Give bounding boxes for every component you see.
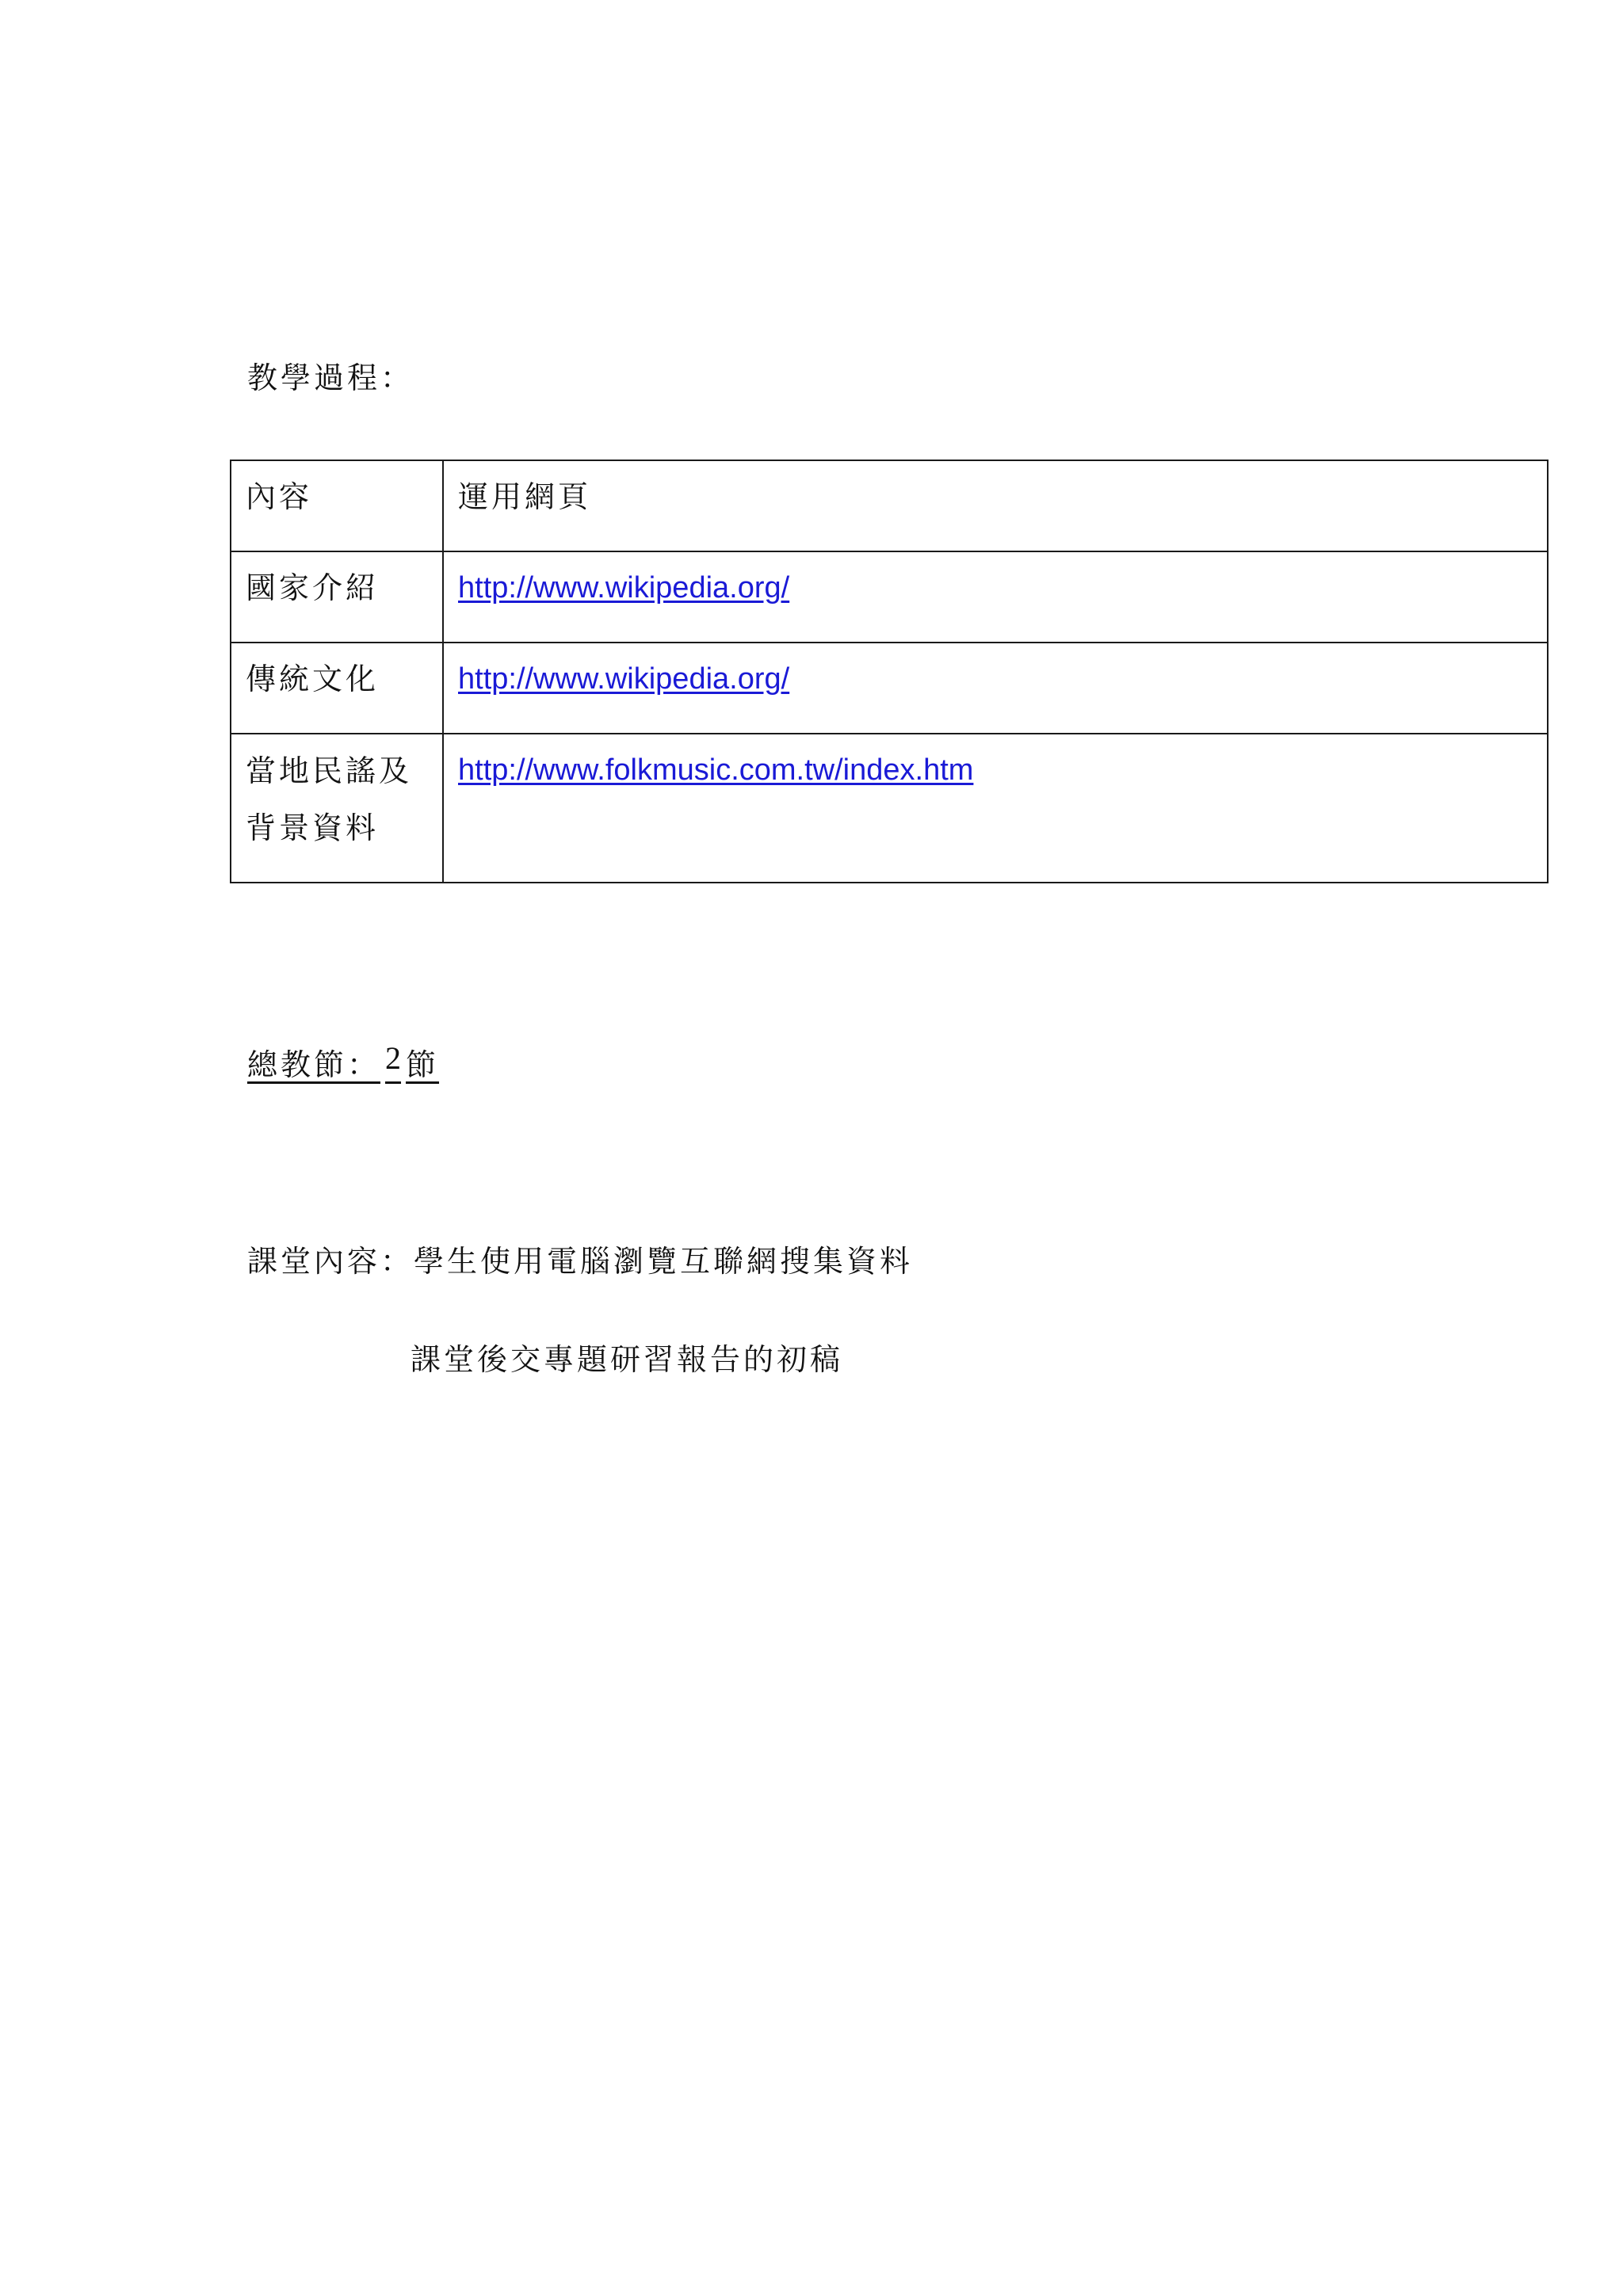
table-cell-topic: 傳統文化 <box>231 643 443 734</box>
sessions-count: 2 <box>385 1040 402 1076</box>
table-header-webpage: 運用網頁 <box>443 460 1548 551</box>
total-sessions <box>247 1040 440 1085</box>
table-cell-url <box>443 734 1548 883</box>
table-row <box>231 551 1548 643</box>
wikipedia-link[interactable]: http://www.wikipedia.org/ <box>458 662 790 696</box>
sessions-unit: 節 <box>406 1047 440 1082</box>
classroom-content-line-2: 課堂後交專題研習報告的初稿 <box>411 1342 844 1377</box>
folkmusic-link[interactable]: http://www.folkmusic.com.tw/index.htm <box>458 753 974 787</box>
section-heading: 教學過程： <box>247 360 414 395</box>
table-row <box>231 734 1548 883</box>
table-cell-url <box>443 551 1548 643</box>
table-cell-topic: 國家介紹 <box>231 551 443 643</box>
table-header-content: 內容 <box>231 460 443 551</box>
table-cell-url <box>443 643 1548 734</box>
sessions-label: 總教節： <box>247 1047 381 1082</box>
classroom-content-line-1: 課堂內容：學生使用電腦瀏覽互聯網搜集資料 <box>247 1244 914 1279</box>
table-header-row <box>231 460 1548 551</box>
table-cell-topic <box>231 734 443 883</box>
resource-table <box>230 460 1549 883</box>
table-row <box>231 643 1548 734</box>
wikipedia-link[interactable]: http://www.wikipedia.org/ <box>458 571 790 605</box>
topic-line: 當地民謠及 <box>246 753 413 788</box>
topic-line: 背景資料 <box>246 810 380 845</box>
